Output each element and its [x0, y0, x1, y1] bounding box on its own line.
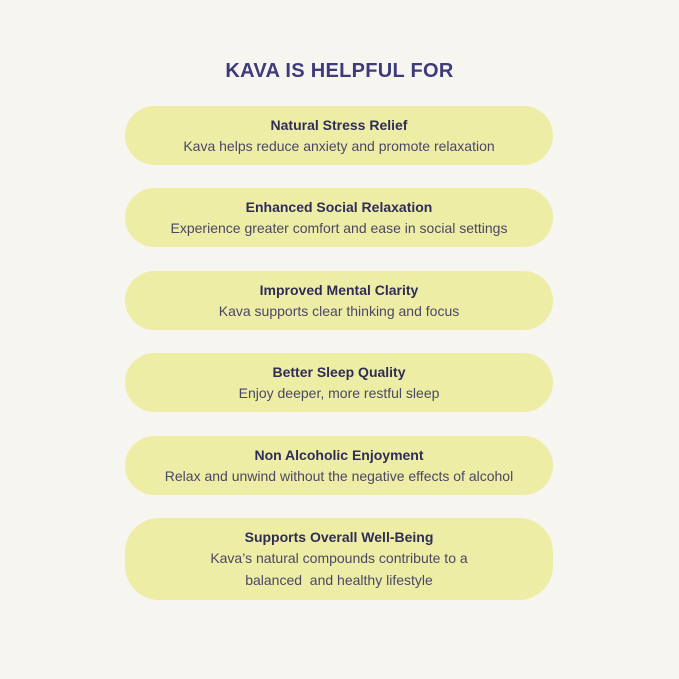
benefit-description: Kava’s natural compounds contribute to a — [210, 550, 468, 566]
benefit-heading: Improved Mental Clarity — [259, 282, 419, 298]
benefit-card-non-alcoholic — [125, 436, 553, 495]
benefit-card-well-being — [125, 518, 553, 600]
page-title: KAVA IS HELPFUL FOR — [225, 60, 454, 82]
benefit-heading: Natural Stress Relief — [270, 117, 408, 133]
benefit-heading: Better Sleep Quality — [272, 364, 406, 380]
benefit-description: Experience greater comfort and ease in social settings — [170, 220, 508, 236]
benefit-description-line2: balanced and healthy lifestyle — [245, 572, 433, 588]
benefit-card-social-relaxation — [125, 188, 553, 247]
benefit-description: Kava supports clear thinking and focus — [218, 303, 460, 319]
benefit-card-sleep-quality — [125, 353, 553, 412]
benefit-description: Enjoy deeper, more restful sleep — [238, 385, 440, 401]
benefit-card-mental-clarity — [125, 271, 553, 330]
benefit-card-stress-relief — [125, 106, 553, 165]
benefit-description: Kava helps reduce anxiety and promote relaxation — [183, 138, 495, 154]
benefit-description: Relax and unwind without the negative effects of alcohol — [164, 468, 514, 484]
benefit-heading: Non Alcoholic Enjoyment — [254, 447, 424, 463]
benefit-heading: Supports Overall Well-Being — [244, 529, 434, 545]
benefit-heading: Enhanced Social Relaxation — [245, 199, 433, 215]
